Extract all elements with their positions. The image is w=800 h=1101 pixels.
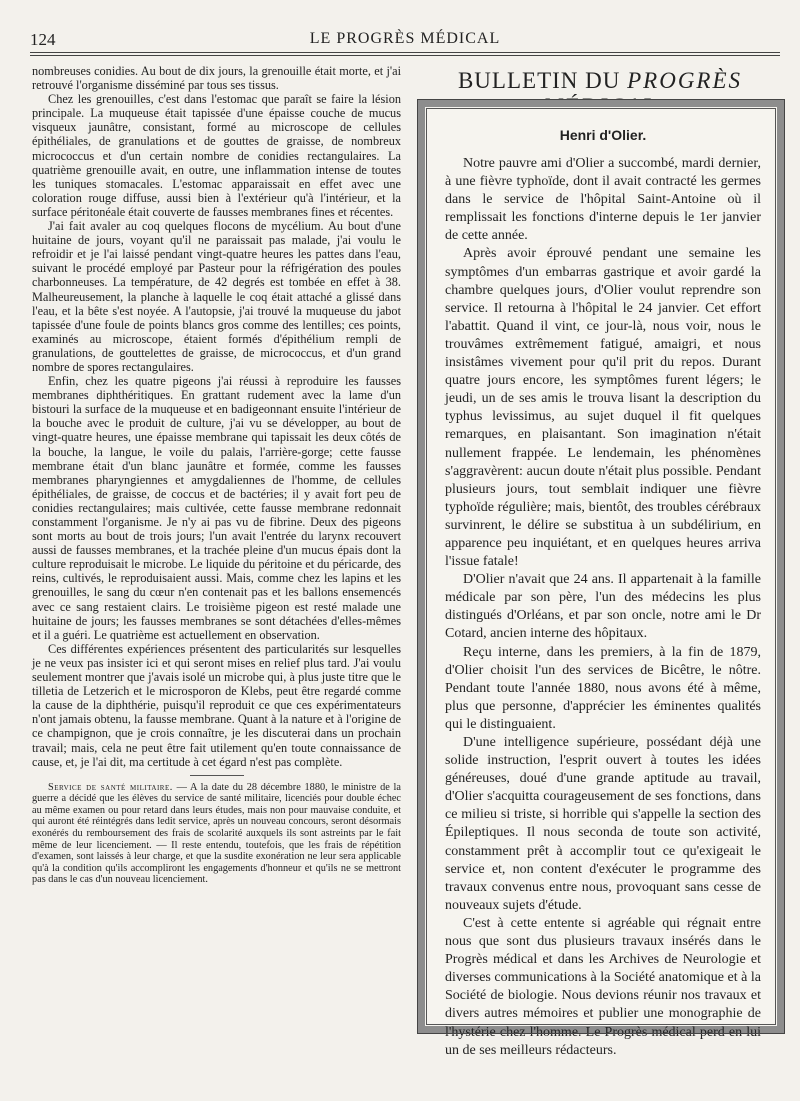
- obituary-paragraph: Après avoir éprouvé pendant une semaine les symptômes d'un embarras gastrique et avoir gardé la chambre quelques jours, d'Olier voulut reprendre son service. Il retourna à l'hôpital le 24 janvier. Cet effort l'abattit. Quand il vint, ce jour-là, nous voir, nous le trouvâmes extrêmement fatigué, amaigri, et nous insistâmes vivement pour qu'il prit du repos. Durant quatre jours encore, les symptômes furent légers; le jeudi, un de ses amis le trouva lisant la description du typhus levissimus, au sujet duquel il fit quelques remarques, en plaisantant. Son imagination n'était nullement frappée. Le lendemain, les phénomènes s'aggravèrent: aucun doute n'était plus possible. Pendant plusieurs jours, tout semblait indiquer une fièvre typhoïde régulière; mais, bientôt, des troubles cérébraux survinrent, le délire se substitua à un subdélirium, en apparence peu inquiétant, et en quelques heures arriva l'issue fatale!: [445, 246, 761, 570]
- header-rule: [30, 52, 780, 56]
- bulletin-title-journal: PROGRÈS: [627, 68, 743, 93]
- article-paragraph: Enfin, chez les quatre pigeons j'ai réussi à reproduire les fausses membranes diphthéritiques. En grattant rudement avec la lame d'un bistouri la surface de la muqueuse et en badigeonnant ensuite l'intérieur de la bouche avec le produit de culture, j'ai vu se développer, au bout de vingt-quatre heures, une épaisse membrane qui tapissait les deux côtés de la bouche, la langue, le voile du palais, l'arrière-gorge; cette fausse membrane était d'un blanc jaunâtre et formée, comme les fausses membranes pharyngiennes et amygdaliennes de l'homme, de cellules épithéliales, de graisse, de coccus et de bactéries; il y avait fort peu de conidies rectangulaires; mais cultivée, cette fausse membrane redonnait constamment l'organisme. Je n'y ai pas vu de fibrine. Deux des pigeons sont morts au bout de trois jours; l'un avait l'entrée du larynx recouvert aussi de fausses membranes, et la trachée pleine d'un mucus épais dont la culture reproduisait le microbe. Le liquide du péritoine et du péricarde, des reins, cultivés, le reproduisaient aussi. Mais, comme chez les lapins et les grenouilles, le sang du cœur n'en contenait pas et les ballons ensemencés avec ce sang restaient clairs. Le troisième pigeon est resté malade une huitaine de jours; les fausses membranes se sont détachées d'elles-mêmes et il a guéri. Le quatrième est actuellement en observation.: [32, 374, 401, 642]
- obituary-paragraph: D'une intelligence supérieure, possédant déjà une solide instruction, l'esprit ouvert à toutes les idées généreuses, doué d'une grande aptitude au travail, d'Olier s'acquitta courageusement de ses fonctions, dans ce milieu si triste, si horrible qui s'appelle la section des Épileptiques. Il nous seconda de toute son activité, constamment prêt à accomplir tout ce qu'exigeait le service et, non content d'exécuter le programme des travaux convenus entre nous, provoquant sans cesse de nouveaux sujets d'étude.: [445, 735, 761, 913]
- footnote: [32, 782, 401, 886]
- footnote-label: Service de santé militaire.: [48, 781, 173, 793]
- page-header: [30, 30, 780, 52]
- article-paragraph: nombreuses conidies. Au bout de dix jours, la grenouille était morte, et j'ai retrouvé l'organisme disséminé par tous ses tissus.: [32, 64, 401, 93]
- left-column-article: [32, 64, 401, 886]
- bulletin-title-prefix: BULLETIN DU: [457, 68, 628, 93]
- obituary-paragraph: C'est à cette entente si agréable qui régnait entre nous que sont dus plusieurs travaux insérés dans le Progrès médical et dans les Archives de Neurologie et diverses communications à la Société anatomique et à la Société de biologie. Nous devions réunir nos travaux et divers autres mémoires et publier une monographie de l'hystérie chez l'homme. Le Progrès médical perd en lui un de ses meilleurs rédacteurs.: [445, 915, 761, 1058]
- article-paragraph: Chez les grenouilles, c'est dans l'estomac que paraît se faire la lésion principale. La muqueuse était tapissée d'une épaisse couche de mucus visqueux jaunâtre, consistant, formé au microscope de cellules épithéliales, de granulations et de gouttes de graisse, de nombreux micrococcus et d'un certain nombre de conidies rectangulaires. La quatrième grenouille avait, en outre, une inflammation intense de toutes les tuniques stomacales. L'estomac apparaissait en effet avec une coloration rouge diffuse, aussi bien à l'extérieur qu'à l'intérieur, et la surface péritonéale était couverte de fausses membranes fines et récentes.: [32, 92, 401, 219]
- footnote-text: — A la date du 28 décembre 1880, le ministre de la guerre a décidé que les élèves du service de santé militaire, licenciés pour double échec au même examen ou pour retard dans leurs études, mais non pour mauvaise conduite, et qui auront été réintégrés dans ledit service, après un nouveau concours, seront désormais exonérés du remboursement des frais de scolarité auxquels ils sont astreints par le fait même de leur licenciement. — Il reste entendu, toutefois, que les frais de répétition d'examen, sont laissés à leur charge, et que la susdite exonération ne leur sera applicable qu'à la condition qu'ils accompliront les engagements d'honneur et qu'ils ne se mettront pas dans le cas d'un nouveau licenciement.: [32, 781, 401, 886]
- running-title: LE PROGRÈS MÉDICAL: [309, 30, 501, 47]
- footnote-divider: [190, 775, 244, 776]
- obituary-title: Henri d'Olier.: [559, 127, 647, 143]
- obituary-paragraph: D'Olier n'avait que 24 ans. Il appartenait à la famille médicale par son père, l'un des médecins les plus distingués d'Orléans, et par son oncle, notre ami le Dr Cotard, ancien interne des hôpitaux.: [445, 572, 761, 642]
- bulletin-framed-box: [418, 100, 784, 1058]
- obituary-paragraph: Notre pauvre ami d'Olier a succombé, mardi dernier, à une fièvre typhoïde, dont il avait contracté les germes dans le service de l'hôpital Saint-Antoine où il remplissait les fonctions d'interne depuis le 1er janvier de cette année.: [445, 156, 761, 244]
- obituary-paragraph: Reçu interne, dans les premiers, à la fin de 1879, d'Olier choisit l'un des services de Bicêtre, le nôtre. Pendant toute l'année 1880, nous avons été à même, plus que personne, d'apprécier les éminentes qualités qui le distinguaient.: [445, 644, 761, 732]
- article-paragraph: Ces différentes expériences présentent des particularités sur lesquelles je ne veux pas insister ici et qui seront mises en relief plus tard. J'ai voulu seulement montrer que j'avais isolé un microbe qui, à plus juste titre que le tilletia de Letzerich et le microsporon de Klebs, peut être regardé comme la cause de la diphthérie, puisqu'il reproduit ce que ces expérimentateurs n'ont jamais obtenu, la fausse membrane. Quant à la nature et à l'origine de ce champignon, que je crois connaître, je les discuterai dans un prochain travail; mais, cela ne peut être fait utilement qu'en toute connaissance de cause, et, je l'ai dit, ma certitude à cet égard n'est pas complète.: [32, 641, 401, 769]
- page-number: 124: [30, 30, 56, 49]
- article-paragraph: J'ai fait avaler au coq quelques flocons de mycélium. Au bout d'une huitaine de jours, voyant qu'il ne paraissait pas malade, j'ai voulu le refroidir et je l'ai laissé pendant vingt-quatre heures les pattes dans l'eau, suivant le procédé employé par Pasteur pour la réfrigération des poules charbonneuses. La température, de 42 degrés est tombée en effet à 38. Malheureusement, la planche à laquelle le coq était attaché a glissé dans l'eau, et la bête s'est noyée. A l'autopsie, j'ai trouvé la muqueuse du jabot tapissée d'une foule de points blancs gros comme des lentilles; ces points, examinés au microscope, étaient formés d'épithélium rempli de granulations, de gouttelettes de graisse, de micrococcus, et d'un grand nombre de spores rectangulaires.: [32, 219, 401, 374]
- obituary-text: [445, 155, 761, 1060]
